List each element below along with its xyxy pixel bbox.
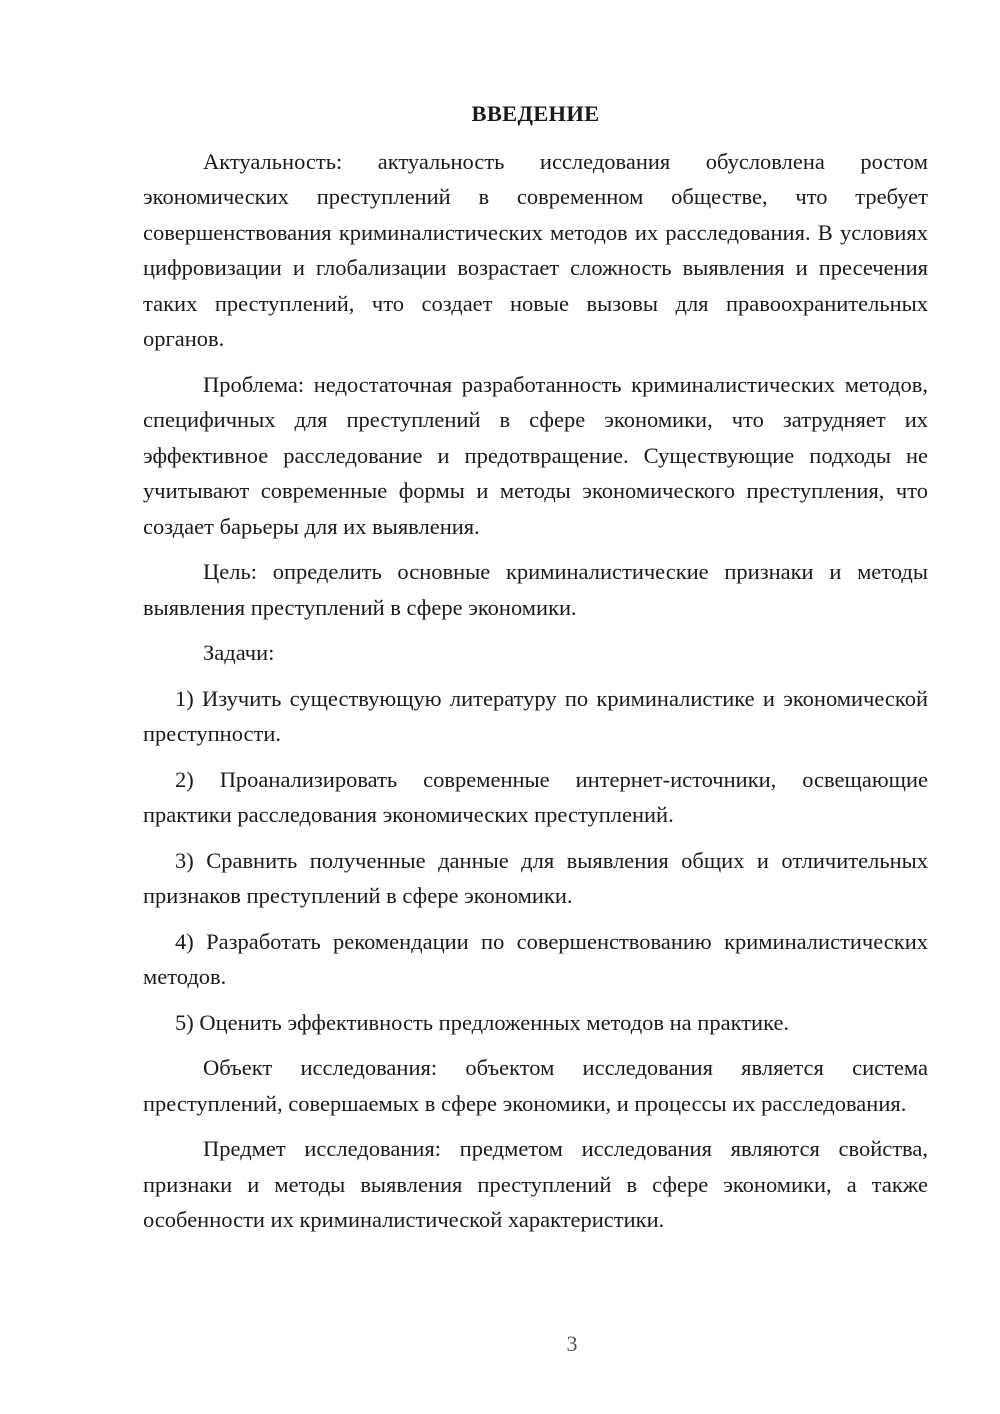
tasks-heading: Задачи:	[203, 640, 275, 665]
goal-paragraph: Цель: определить основные криминалистические признаки и методы выявления преступлений в сфере экономики.	[143, 559, 928, 620]
task-item-3: 3) Сравнить полученные данные для выявления общих и отличительных признаков преступлений в сфере экономики.	[143, 847, 928, 908]
section-title: ВВЕДЕНИЕ	[471, 101, 600, 126]
page-number: 3	[566, 1331, 578, 1356]
subject-paragraph: Предмет исследования: предметом исследования являются свойства, признаки и методы выявления преступлений в сфере экономики, а также особенности их криминалистической характеристики.	[143, 1136, 928, 1232]
relevance-paragraph: Актуальность: актуальность исследования обусловлена ростом экономических преступлений в современном обществе, что требует совершенствования криминалистических методов их расследования. В условиях цифровизации и глобализации возрастает сложность выявления и пресечения таких преступлений, что создает новые вызовы для правоохранительных органов.	[143, 148, 928, 351]
task-item-5: 5) Оценить эффективность предложенных методов на практике.	[175, 1009, 790, 1035]
problem-paragraph: Проблема: недостаточная разработанность криминалистических методов, специфичных для преступлений в сфере экономики, что затрудняет их эффективное расследование и предотвращение. Существующие подходы не учитывают современные формы и методы экономического преступления, что создает барьеры для их выявления.	[143, 371, 928, 539]
task-item-2: 2) Проанализировать современные интернет-источники, освещающие практики расследования экономических преступлений.	[143, 766, 928, 827]
object-paragraph: Объект исследования: объектом исследования является система преступлений, совершаемых в сфере экономики, и процессы их расследования.	[143, 1055, 928, 1116]
task-item-1: 1) Изучить существующую литературу по криминалистике и экономической преступности.	[143, 685, 928, 746]
page-content	[143, 96, 928, 1248]
task-item-4: 4) Разработать рекомендации по совершенствованию криминалистических методов.	[143, 928, 928, 989]
